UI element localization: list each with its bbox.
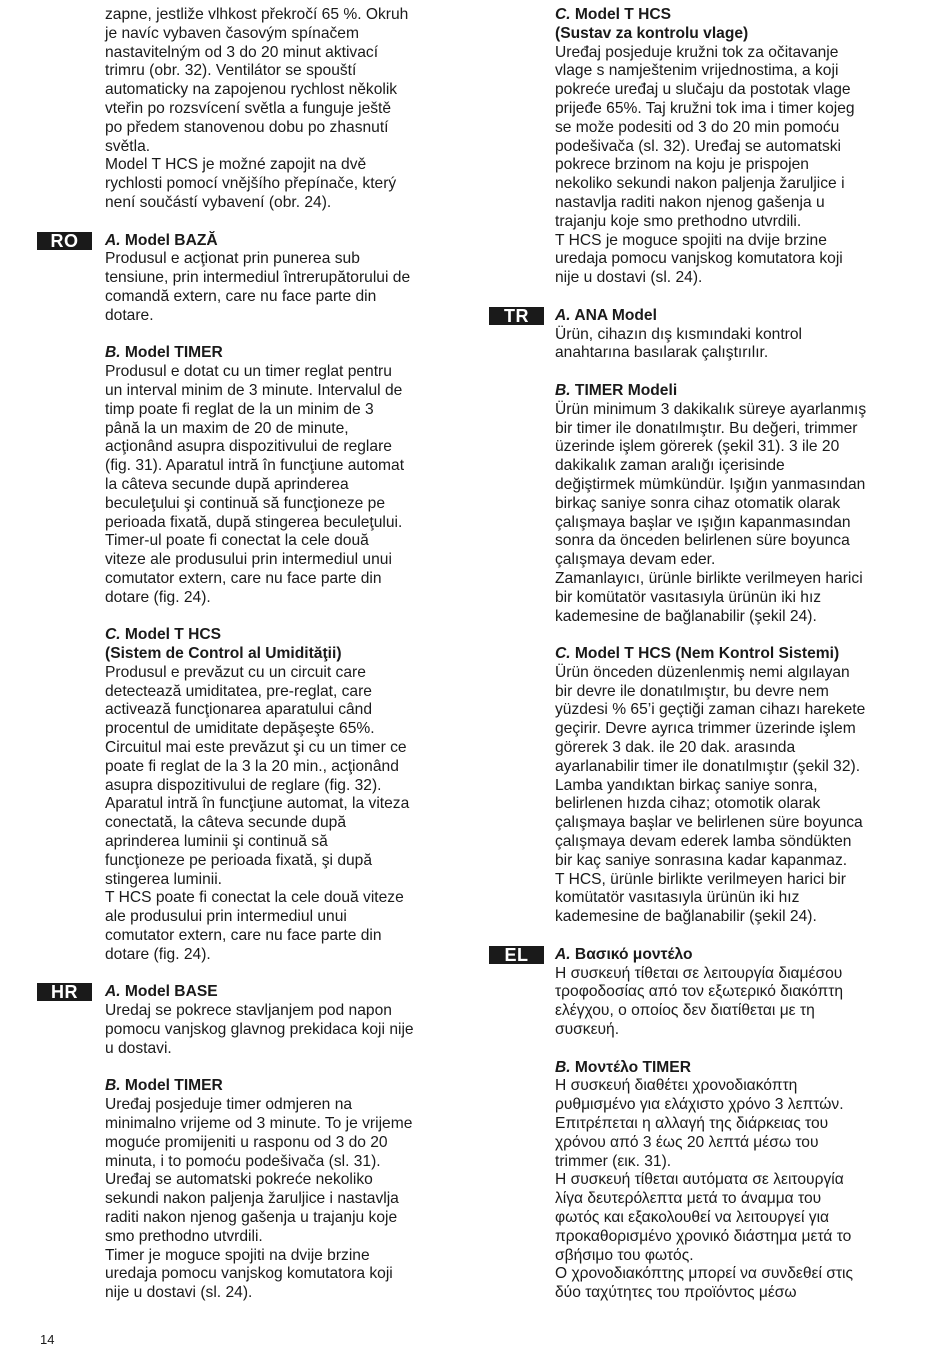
section-hr (51, 982, 457, 1303)
hr-c-heading: C. Model T HCS (555, 6, 672, 23)
ro-c-subtitle: (Sistem de Control al Umidităţii) (105, 645, 342, 663)
hr-c-text: Uređaj posjeduje kružni tok za očitavanje vlage s namještenim vrijednostima, a koji pokreće uređaj u slučaju da postotak vlage prijeđe 65%. Taj kružni tok ima i timer kojeg se može podesiti od 3 do 20 min pomoću podešivača (sl. 32). Uređaj se automatski pokrece brzinom na koju je prispojen nekoliko sekundi nakon paljenja žaruljice i nastavlja raditi nakon njenog gašenja u trajanju koje smo prethodno utvrdili. T HCS je moguce spojiti na dvije brzine uredaja pomocu vanjskog komutatora koji nije u dostavi (sl. 24). (555, 43, 855, 287)
ro-b-text: Produsul e dotat cu un timer reglat pentru un interval minim de 3 minute. Intervalul de timp poate fi reglat de la un minim de 3 până la un maxim de 20 de minute, acţionând asupra dispozitivului de reglare (fig. 31). Aparatul intră în funcţiune automat la câteva secunde după aprinderea beculeţului şi continuă să funcţioneze pe perioada fixată, după stingerea beculeţului. Timer-ul poate fi conectat la cele două viteze ale produsului prin intermediul unui comutator extern, care nu face parte din dotare (fig. 24). (105, 363, 405, 606)
tr-b-heading: B. TIMER Modeli (555, 381, 678, 399)
hr-c-subtitle: (Sustav za kontrolu vlage) (555, 24, 749, 42)
section-el (504, 944, 907, 1303)
tr-c-heading: C. Model T HCS (Nem Kontrol Sistemi) (555, 645, 840, 663)
page-number: 14 (40, 1332, 55, 1347)
el-a-heading: A. Βασικό μοντέλο (555, 945, 693, 963)
tr-b-text: Ürün minimum 3 dakikalık süreye ayarlanmış bir timer ile donatılmıştır. Bu değeri, trimmer üzerinde işlem görerek (şekil 31). 3 ile 20 dakikalık zaman aralığı içerisinde değiştirmek mümkündür. Işığın yanmasından birkaç saniye sonra cihaz otomatik olarak çalışmaya başlar ve ışığın kapanmasından sonra da önceden belirlenen süre boyunca çalışmaya devam eder. Zamanlayıcı, ürünle birlikte verilmeyen harici bir komütatör vasıtasıyla ürünün iki hız kademesine de bağlanabilir (şekil 24). (555, 400, 867, 625)
ro-c-heading: C. Model T HCS (105, 626, 222, 644)
section-ro (50, 230, 457, 965)
left-column (50, 6, 457, 1303)
hr-b-heading: B. Model TIMER (105, 1077, 223, 1095)
ro-a-text: Produsul e acţionat prin punerea sub tensiune, prin intermediul întrerupătorului de comandă extern, care nu face parte din dotare. (105, 250, 411, 324)
hr-a-text: Uredaj se pokrece stavljanjem pod napon pomocu vanjskog glavnog prekidaca koji nije u dostavi. (105, 1002, 414, 1057)
hr-a-heading: A. Model BASE (105, 983, 218, 1001)
ro-a-heading: A. Model BAZĂ (105, 231, 218, 249)
el-b-text: Η συσκευή διαθέτει χρονοδιακόπτη ρυθμισμένο για ελάχιστο χρόνο 3 λεπτών. Επιτρέπεται η αλλαγή της διάρκειας του χρόνου από 3 έως 20 λεπτά μέσω του trimmer (εικ. 31). Η συσκευή τίθεται αυτόματα σε λειτουργία λίγα δευτερόλεπτα μετά το άναμμα του φωτός και εξακολουθεί να λειτουργεί για προκαθορισμένο χρονικό διάστημα μετά το σβήσιμο του φωτός. Ο χρονοδιακόπτης μπορεί να συνδεθεί στις δύο ταχύτητες του προϊόντος μέσω (555, 1077, 854, 1302)
lang-badge-hr: HR (37, 983, 92, 1001)
ro-b-heading: B. Model TIMER (105, 344, 223, 362)
section-tr (504, 305, 907, 927)
lang-badge-ro: RO (37, 232, 92, 250)
section-hr-continued (555, 6, 907, 288)
lang-badge-el: EL (489, 946, 544, 964)
tr-a-text: Ürün, cihazın dış kısmındaki kontrol anahtarına basılarak çalıştırılır. (555, 325, 803, 362)
tr-a-heading: A. ANA Model (555, 306, 657, 324)
hr-b-text: Uređaj posjeduje timer odmjeren na minimalno vrijeme od 3 minute. To je vrijeme moguće promijeniti u rasponu od 3 do 20 minuta, i to pomoću podešivača (sl. 31). Uređaj se automatski pokreće nekoliko sekundi nakon paljenja žaruljice i nastavlja raditi nakon njenog gašenja u trajanju koje smo prethodno utvrdili. Timer je moguce spojiti na dvije brzine uredaja pomocu vanjskog komutatora koji nije u dostavi (sl. 24). (105, 1096, 413, 1302)
tr-c-text: Ürün önceden düzenlenmiş nemi algılayan bir devre ile donatılmıştır, bu devre nem yüzdesi % 65’i geçtiği zaman cihazı harekete geçirir. Devre ayrıca trimmer üzerinde işlem görerek 3 dak. ile 20 dak. arasında ayarlanabilir timer ile donatılmıştır (şekil 32). Lamba yandıktan birkaç saniye sonra, belirlenen hızda cihaz; otomotik olarak çalışmaya başlar ve belirlenen süre boyunca çalışmaya devam ederek lamba söndükten bir kaç saniye sonrasına kadar kapanmaz. T HCS, ürünle birlikte verilmeyen harici bir komütatör vasıtasıyla ürünün iki hız kademesine de bağlanabilir (şekil 24). (555, 663, 866, 926)
el-b-heading: B. Μοντέλο TIMER (555, 1058, 691, 1076)
cz-intro-text: zapne, jestliže vlhkost překročí 65 %. Okruh je navíc vybaven časovým spínačem nastavitelným od 3 do 20 minut aktivací trimru (obr. 32). Ventilátor se spouští automaticky na zapojenou rychlost několik vteřin po rozsvícení světla a funguje ještě po předem stanovenou dobu po zhasnutí světla. Model T HCS je možné zapojit na dvě rychlosti pomocí vnějšího přepínače, který není součástí vybavení (obr. 24). (105, 6, 409, 211)
ro-c-text: Produsul e prevăzut cu un circuit care detectează umiditatea, pre-reglat, care activează funcţionarea aparatului când procentul de umiditate depăşeşte 65%. Circuitul mai este prevăzut şi cu un timer ce poate fi reglat de la 3 la 20 min., acţionând asupra dispozitivului de reglare (fig. 32). Aparatul intră în funcţiune automat, la viteza conectată, la câteva secunde după aprinderea luminii şi continuă să funcţioneze pe perioada fixată, şi după stingerea luminii. T HCS poate fi conectat la cele două viteze ale produsului prin intermediul unui comutator extern, care nu face parte din dotare (fig. 24). (105, 663, 410, 963)
right-column (504, 6, 907, 1303)
lang-badge-tr: TR (489, 307, 544, 325)
el-a-text: Η συσκευή τίθεται σε λειτουργία διαμέσου τροφοδοσίας από τον εξωτερικό διακόπτη ελέγχου, ο οποίος δεν διατίθεται με τη συσκευή. (555, 964, 844, 1039)
